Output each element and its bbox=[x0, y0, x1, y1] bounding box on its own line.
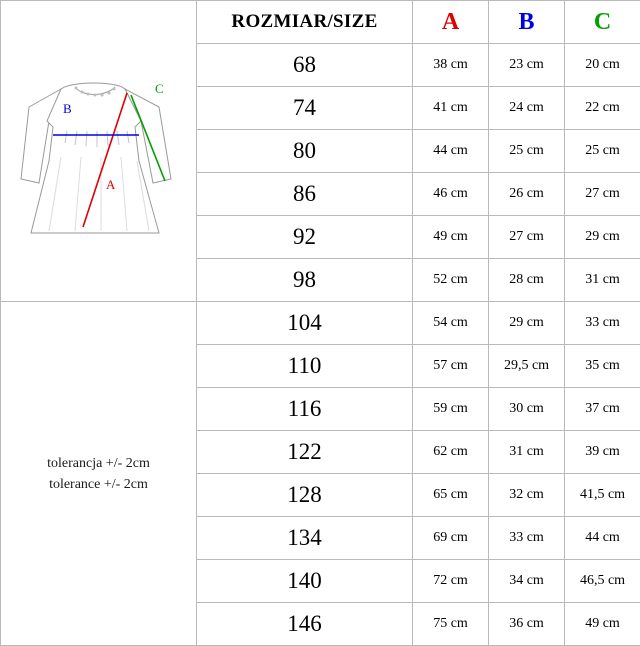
size-value: 110 bbox=[197, 345, 413, 388]
size-value: 146 bbox=[197, 603, 413, 646]
measure-a: 41 cm bbox=[413, 87, 489, 130]
measure-c: 33 cm bbox=[565, 302, 640, 345]
measure-c: 37 cm bbox=[565, 388, 640, 431]
measure-b: 34 cm bbox=[489, 560, 565, 603]
header-col-a: A bbox=[413, 1, 489, 44]
measure-a: 54 cm bbox=[413, 302, 489, 345]
measure-b: 29 cm bbox=[489, 302, 565, 345]
measure-a: 52 cm bbox=[413, 259, 489, 302]
measure-c: 39 cm bbox=[565, 431, 640, 474]
measure-a: 69 cm bbox=[413, 517, 489, 560]
dress-diagram bbox=[1, 1, 197, 301]
measure-a: 62 cm bbox=[413, 431, 489, 474]
size-value: 104 bbox=[197, 302, 413, 345]
diagram-label-c: C bbox=[155, 81, 164, 97]
diagram-label-b: B bbox=[63, 101, 72, 117]
size-value: 98 bbox=[197, 259, 413, 302]
measure-a: 57 cm bbox=[413, 345, 489, 388]
tolerance-line-pl: tolerancja +/- 2cm bbox=[1, 453, 196, 474]
measure-b: 24 cm bbox=[489, 87, 565, 130]
measure-c: 49 cm bbox=[565, 603, 640, 646]
measure-c: 20 cm bbox=[565, 44, 640, 87]
size-value: 134 bbox=[197, 517, 413, 560]
table-header-row bbox=[1, 1, 640, 44]
measure-b: 28 cm bbox=[489, 259, 565, 302]
measure-b: 32 cm bbox=[489, 474, 565, 517]
measure-c: 46,5 cm bbox=[565, 560, 640, 603]
measure-c: 22 cm bbox=[565, 87, 640, 130]
measure-a: 38 cm bbox=[413, 44, 489, 87]
measure-a: 59 cm bbox=[413, 388, 489, 431]
size-value: 86 bbox=[197, 173, 413, 216]
measure-b: 23 cm bbox=[489, 44, 565, 87]
measure-a: 44 cm bbox=[413, 130, 489, 173]
measure-a: 75 cm bbox=[413, 603, 489, 646]
measure-b: 29,5 cm bbox=[489, 345, 565, 388]
measure-b: 31 cm bbox=[489, 431, 565, 474]
table-row bbox=[1, 302, 640, 345]
size-value: 92 bbox=[197, 216, 413, 259]
measure-b: 27 cm bbox=[489, 216, 565, 259]
size-value: 116 bbox=[197, 388, 413, 431]
measure-a: 65 cm bbox=[413, 474, 489, 517]
measure-c: 35 cm bbox=[565, 345, 640, 388]
header-col-c: C bbox=[565, 1, 640, 44]
measure-c: 25 cm bbox=[565, 130, 640, 173]
tolerance-note bbox=[1, 302, 197, 646]
measure-a: 72 cm bbox=[413, 560, 489, 603]
measure-c: 29 cm bbox=[565, 216, 640, 259]
measure-c: 41,5 cm bbox=[565, 474, 640, 517]
measure-c: 31 cm bbox=[565, 259, 640, 302]
header-size-label: ROZMIAR/SIZE bbox=[197, 1, 413, 44]
measure-b: 30 cm bbox=[489, 388, 565, 431]
measure-b: 33 cm bbox=[489, 517, 565, 560]
size-value: 68 bbox=[197, 44, 413, 87]
measure-c: 27 cm bbox=[565, 173, 640, 216]
measure-c: 44 cm bbox=[565, 517, 640, 560]
size-value: 128 bbox=[197, 474, 413, 517]
dress-diagram-cell bbox=[1, 1, 197, 302]
tolerance-line-en: tolerance +/- 2cm bbox=[1, 474, 196, 495]
measure-b: 36 cm bbox=[489, 603, 565, 646]
size-value: 74 bbox=[197, 87, 413, 130]
measure-a: 46 cm bbox=[413, 173, 489, 216]
header-col-b: B bbox=[489, 1, 565, 44]
size-value: 140 bbox=[197, 560, 413, 603]
measure-a: 49 cm bbox=[413, 216, 489, 259]
measure-b: 25 cm bbox=[489, 130, 565, 173]
measure-b: 26 cm bbox=[489, 173, 565, 216]
size-value: 80 bbox=[197, 130, 413, 173]
size-value: 122 bbox=[197, 431, 413, 474]
diagram-label-a: A bbox=[106, 177, 115, 193]
